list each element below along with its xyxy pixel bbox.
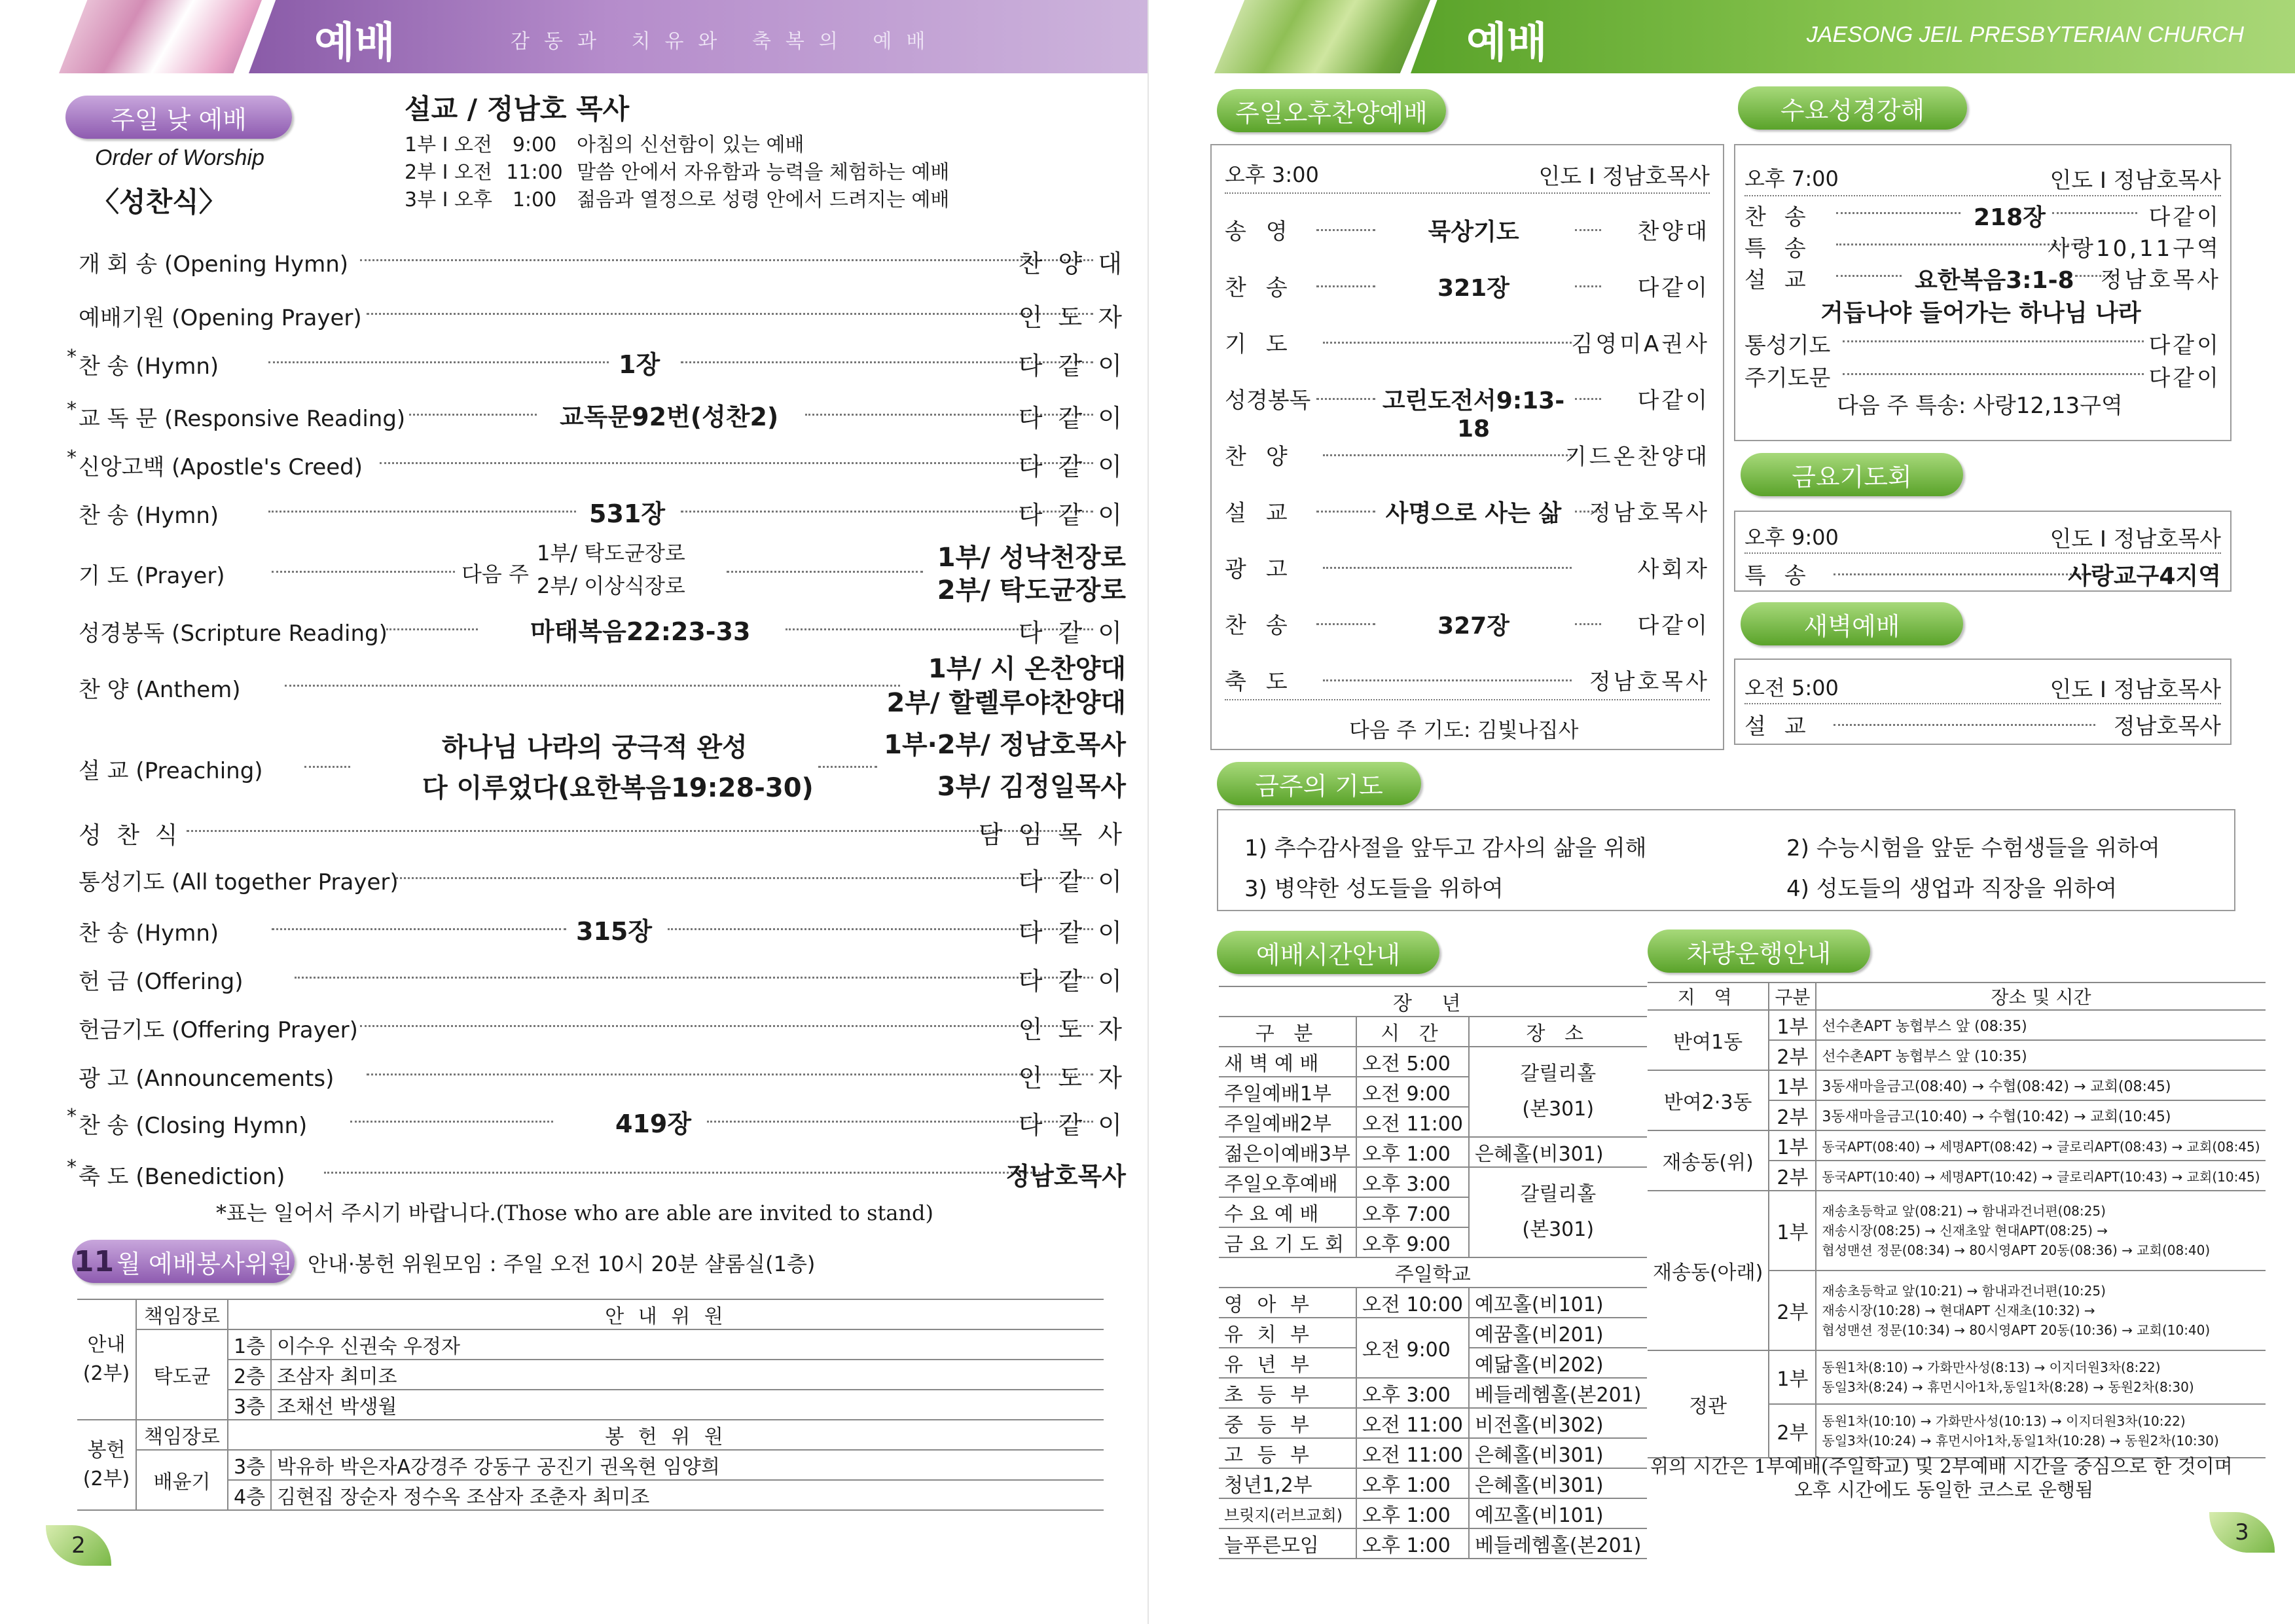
- route-cell: 3동새마을금고(08:40) → 수협(08:42) → 교회(08:45): [1816, 1070, 2265, 1100]
- floor-cell: 2층: [228, 1360, 271, 1390]
- stand-note: *표는 일어서 주시기 바랍니다.(Those who are able are invited to stand): [216, 1200, 934, 1225]
- schedule-pill: 예배시간안내: [1217, 931, 1439, 974]
- pm-row-content: 고린도전서9:13-18: [1382, 388, 1565, 442]
- dawn-pill: 새벽예배: [1741, 602, 1963, 645]
- place-header: 장 소: [1469, 1017, 1647, 1047]
- prayer-today-1: 1부/ 성낙천장로: [937, 543, 1126, 573]
- fri-label: 특송: [1744, 563, 1824, 589]
- wed-leader: 인도 I 정남호목사: [2050, 168, 2221, 194]
- order-scripture: [79, 609, 1126, 648]
- pm-row-label: 축도: [1225, 669, 1307, 695]
- order-right: 다 같 이: [1018, 404, 1126, 433]
- order-together-prayer: [79, 857, 1126, 897]
- route-cell: 동원1차(10:10) → 가화만사성(10:13) → 이지더원3차(10:22) 동일3차(10:24) → 휴먼시아1차,동일1차(10:28) → 동원2차(10:30): [1816, 1404, 2265, 1458]
- table-row: [77, 1420, 1104, 1450]
- order-label: 찬 송 (Hymn): [79, 503, 219, 529]
- svc-name: 수 요 예 배: [1219, 1197, 1356, 1227]
- svc-name: 초 등 부: [1219, 1378, 1356, 1408]
- order-right: 다 같 이: [1018, 501, 1126, 530]
- order-label: 헌 금 (Offering): [79, 969, 244, 995]
- pm-row: [1225, 200, 1710, 253]
- stand-mark: *: [67, 398, 77, 421]
- service-2: 2부 I 오전 11:00 말씀 안에서 자유함과 능력을 체험하는 예배: [405, 161, 950, 184]
- table-row: [1219, 1318, 1647, 1348]
- table-row: [1648, 1130, 2266, 1161]
- table-row: [77, 1480, 1104, 1510]
- right-page: [1148, 0, 2295, 1624]
- place-cell: 베들레헴홀(본201): [1469, 1528, 1647, 1559]
- prayer-today-2: 2부/ 탁도균장로: [937, 575, 1126, 605]
- route-cell: 선수촌APT 농협부스 앞 (08:35): [1816, 1010, 2265, 1040]
- pm-row-right: 김영미A권사: [1571, 331, 1710, 357]
- svc-time: 오전 5:00: [1356, 1047, 1469, 1077]
- svc-name: 젊은이예배3부: [1219, 1137, 1356, 1167]
- names-cell: 박유하 박은자A강경주 강동구 공진기 권옥현 임양희: [271, 1450, 1104, 1480]
- pm-time: 오후 3:00: [1225, 162, 1319, 187]
- order-right: 인 도 자: [1018, 1015, 1126, 1044]
- order-content: 교독문92번(성찬2): [560, 403, 779, 431]
- route-cell: 3동새마을금고(10:40) → 수협(10:42) → 교회(10:45): [1816, 1100, 2265, 1130]
- pm-row-content: 묵상기도: [1428, 219, 1519, 245]
- order-benediction: [67, 1152, 1126, 1191]
- stand-mark: *: [67, 1105, 77, 1128]
- fri-right: 사랑교구4지역: [2068, 563, 2221, 590]
- place-cell: 비전홀(비302): [1469, 1408, 1647, 1438]
- place-cell: 예꼬홀(비101): [1469, 1498, 1647, 1528]
- order-right: 다 같 이: [1018, 352, 1126, 380]
- dawn-right: 정남호목사: [2113, 713, 2221, 740]
- volunteer-meeting: 안내·봉헌 위원모임 : 주일 오전 10시 20분 샬롬실(1층): [308, 1252, 816, 1276]
- names-cell: 조삼자 최미조: [271, 1360, 1104, 1390]
- table-row: [1219, 1288, 1647, 1318]
- order-label: 설 교 (Preaching): [79, 758, 263, 784]
- flower-photo: [59, 0, 262, 73]
- floor-cell: 3층: [228, 1390, 271, 1420]
- scripture-content: 마태복음22:23-33: [530, 617, 751, 646]
- pm-row-right: 다같이: [1637, 275, 1710, 301]
- order-right: 다 같 이: [1018, 918, 1126, 947]
- part-cell: 2부: [1769, 1100, 1816, 1130]
- pm-row-right: 기드온찬양대: [1564, 444, 1710, 470]
- order-preaching: [79, 723, 1126, 808]
- table-row: [77, 1360, 1104, 1390]
- pm-row-label: 기도: [1225, 331, 1307, 357]
- dawn-box: [1734, 659, 2232, 745]
- prayers-pill: 금주의 기도: [1217, 762, 1421, 805]
- route-cell: 선수촌APT 농협부스 앞 (10:35): [1816, 1040, 2265, 1070]
- svc-name: 금 요 기 도 회: [1219, 1227, 1356, 1257]
- order-label: 헌금기도 (Offering Prayer): [79, 1017, 358, 1043]
- fri-time: 오후 9:00: [1744, 525, 1839, 550]
- place-cell: 은혜홀(비301): [1469, 1137, 1647, 1167]
- elder-header: 책임장로: [136, 1420, 228, 1450]
- order-label: 교 독 문 (Responsive Reading): [79, 406, 406, 432]
- table-row: [1219, 1438, 1647, 1468]
- region-header: 지 역: [1648, 983, 1769, 1010]
- route-cell: 재송초등학교 앞(10:21) → 함내과건너편(10:25) 재송시장(10:28) → 현대APT 신재초(10:32) → 협성맨션 정문(10:34) → 80시영APT 20동(10:36) → 교회(10:40): [1816, 1271, 2265, 1350]
- service-1: 1부 I 오전 9:00 아침의 신선함이 있는 예배: [405, 134, 804, 156]
- order-opening-hymn: [79, 240, 1126, 279]
- order-hymn-1: [67, 342, 1126, 381]
- svc-name: 주일예배1부: [1219, 1077, 1356, 1107]
- order-communion: [79, 810, 1126, 850]
- type-header: 구 분: [1219, 1017, 1356, 1047]
- svc-name: 주일오후예배: [1219, 1167, 1356, 1197]
- order-label: 찬 송 (Hymn): [79, 353, 219, 380]
- pm-row-label: 찬송: [1225, 275, 1307, 301]
- svc-time: 오후 1:00: [1356, 1498, 1469, 1528]
- offer-group: 봉헌 (2부): [77, 1420, 136, 1510]
- part-header: 구분: [1769, 983, 1816, 1010]
- page-number-leaf: 2: [46, 1525, 111, 1566]
- pm-row: [1225, 257, 1710, 309]
- order-right: 인 도 자: [1018, 1064, 1126, 1092]
- banner-title: 예배: [1466, 19, 1547, 67]
- region-cell: 반여2·3동: [1648, 1070, 1769, 1130]
- schedule-table: [1219, 986, 1647, 1559]
- route-cell: 동원1차(8:10) → 가화만사성(8:13) → 이지더원3차(8:22) 동일3차(8:24) → 휴먼시아1차,동일1차(8:28) → 동원2차(8:30): [1816, 1350, 2265, 1404]
- names-cell: 김현집 장순자 정수옥 조삼자 조춘자 최미조: [271, 1480, 1104, 1510]
- route-cell: 재송초등학교 앞(08:21) → 함내과건너편(08:25) 재송시장(08:25) → 신재초앞 현대APT(08:25) → 협성맨션 정문(08:34) → 80시영APT 20동(08:36) → 교회(08:40): [1816, 1191, 2265, 1271]
- table-row: [1219, 986, 1647, 1017]
- order-label: 찬 양 (Anthem): [79, 677, 241, 703]
- pm-leader: 인도 I 정남호목사: [1538, 164, 1710, 190]
- order-apostles-creed: [67, 442, 1126, 482]
- sunday-school-header: 주일학교: [1219, 1257, 1647, 1288]
- pm-row-content: 327장: [1437, 613, 1509, 640]
- table-row: [77, 1299, 1104, 1329]
- table-row: [1648, 983, 2266, 1010]
- order-label: 신앙고백 (Apostle's Creed): [79, 454, 363, 480]
- place-cell: 은혜홀(비301): [1469, 1438, 1647, 1468]
- svc-time: 오전 11:00: [1356, 1408, 1469, 1438]
- svc-time: 오전 11:00: [1356, 1438, 1469, 1468]
- svc-name: 중 등 부: [1219, 1408, 1356, 1438]
- anthem-2: 2부/ 할렐루야찬양대: [886, 688, 1126, 718]
- stand-mark: *: [67, 346, 77, 369]
- order-offering: [79, 957, 1126, 996]
- svc-time: 오후 3:00: [1356, 1167, 1469, 1197]
- floor-cell: 1층: [228, 1329, 271, 1360]
- table-row: [1219, 1378, 1647, 1408]
- svc-name: 늘푸른모임: [1219, 1528, 1356, 1559]
- table-row: [1219, 1167, 1647, 1197]
- guide-group: 안내 (2부): [77, 1299, 136, 1420]
- stand-mark: *: [67, 446, 77, 469]
- table-row: [1648, 1070, 2266, 1100]
- svc-time: 오후 1:00: [1356, 1137, 1469, 1167]
- page-number-leaf: 3: [2209, 1512, 2275, 1553]
- pm-row-right: 정남호목사: [1589, 500, 1710, 526]
- wed-row: 특송 사랑10,11구역: [1744, 236, 2221, 262]
- wed-row: 주기도문 다같이: [1744, 365, 2221, 391]
- svc-time: 오후 3:00: [1356, 1378, 1469, 1408]
- pm-row-right: 다같이: [1637, 388, 1710, 414]
- table-row: [77, 1450, 1104, 1480]
- wed-row: 통성기도 다같이: [1744, 333, 2221, 359]
- svc-time: 오후 1:00: [1356, 1528, 1469, 1559]
- wed-time: 오후 7:00: [1744, 166, 1839, 191]
- order-hymn-2: [79, 491, 1126, 530]
- order-announcements: [79, 1054, 1126, 1093]
- left-banner: [0, 0, 1148, 73]
- church-name: JAESONG JEIL PRESBYTERIAN CHURCH: [1806, 22, 2244, 47]
- svc-name: 영 아 부: [1219, 1288, 1356, 1318]
- route-cell: 동국APT(08:40) → 세명APT(08:42) → 글로리APT(08:43) → 교회(08:45): [1816, 1130, 2265, 1161]
- order-label: 성 찬 식: [79, 822, 182, 849]
- volunteers-pill: 11 월 예배봉사위원: [72, 1240, 295, 1283]
- table-row: [1219, 1017, 1647, 1047]
- region-cell: 재송동(위): [1648, 1130, 1769, 1191]
- order-right: 다 같 이: [1018, 619, 1126, 647]
- svc-time: 오전 10:00: [1356, 1288, 1469, 1318]
- sermon-header: 설교 / 정남호 목사: [405, 93, 630, 125]
- sermon-title: 하나님 나라의 궁극적 완성: [442, 732, 748, 763]
- right-banner: [1149, 0, 2295, 73]
- sermon-scripture: 다 이루었다(요한복음19:28-30): [422, 773, 814, 803]
- order-offering-prayer: [79, 1005, 1126, 1045]
- pm-row: [1225, 425, 1710, 478]
- order-right: 다 같 이: [1018, 967, 1126, 996]
- table-row: [1219, 1468, 1647, 1498]
- part-cell: 1부: [1769, 1130, 1816, 1161]
- region-cell: 정관: [1648, 1350, 1769, 1458]
- offer-elder: 배윤기: [136, 1450, 228, 1510]
- order-label: 개 회 송 (Opening Hymn): [79, 251, 349, 278]
- elder-header: 책임장로: [136, 1299, 228, 1329]
- banner-subtitle: 감동과 치유와 축복의 예배: [511, 30, 940, 53]
- part-cell: 2부: [1769, 1161, 1816, 1191]
- wed-row: 설교 요한복음3:1-8 정남호목사: [1744, 267, 2221, 294]
- wednesday-box: [1734, 144, 2232, 441]
- table-row: [1648, 1010, 2266, 1040]
- order-right: 다 같 이: [1018, 867, 1126, 896]
- route-header: 장소 및 시간: [1816, 983, 2265, 1010]
- order-right: 찬 양 대: [1018, 249, 1126, 278]
- table-row: [77, 1390, 1104, 1420]
- prayers-box: [1217, 809, 2235, 911]
- pm-row: [1225, 313, 1710, 365]
- wed-next: 다음 주 특송: 사랑12,13구역: [1837, 393, 2123, 419]
- time-header: 시 간: [1356, 1017, 1469, 1047]
- svc-name: 고 등 부: [1219, 1438, 1356, 1468]
- order-closing-hymn: [67, 1101, 1126, 1140]
- prayer-next-2: 2부/ 이상식장로: [537, 573, 685, 598]
- leaf-photo: [1214, 0, 1430, 73]
- wed-row: 찬송 218장 다같이: [1744, 204, 2221, 231]
- pm-row-label: 성경봉독: [1225, 388, 1311, 414]
- order-label: 찬 송 (Hymn): [79, 920, 219, 947]
- prayer-item: 2) 수능시험을 앞둔 수험생들을 위하여: [1786, 835, 2160, 861]
- order-label: 축 도 (Benediction): [79, 1164, 285, 1190]
- order-hymn-3: [79, 909, 1126, 948]
- order-right: 다 같 이: [1018, 1111, 1126, 1140]
- offer-header: 봉 헌 위 원: [228, 1420, 1104, 1450]
- prayer-next-week: 다음 주: [461, 562, 529, 586]
- order-of-worship-label: Order of Worship: [95, 145, 264, 170]
- svc-name: 새 벽 예 배: [1219, 1047, 1356, 1077]
- pm-row-label: 찬송: [1225, 613, 1307, 639]
- svc-name: 브릿지(러브교회): [1219, 1498, 1356, 1528]
- pm-row: [1225, 538, 1710, 590]
- fri-leader: 인도 I 정남호목사: [2050, 526, 2221, 552]
- bus-note: 위의 시간은 1부예배(주일학교) 및 2부예배 시간을 중심으로 한 것이며: [1650, 1455, 2233, 1477]
- place-cell: 베들레헴홀(본201): [1469, 1378, 1647, 1408]
- svc-name: 청년1,2부: [1219, 1468, 1356, 1498]
- order-label: 예배기원 (Opening Prayer): [79, 305, 362, 331]
- pm-row-content: 사명으로 사는 삶: [1385, 500, 1562, 527]
- place-cell: 예꼬홀(비101): [1469, 1288, 1647, 1318]
- place-cell: 갈릴리홀 (본301): [1469, 1047, 1647, 1137]
- pm-row: [1225, 594, 1710, 647]
- pm-next-prayer: 다음 주 기도: 김빛나집사: [1349, 717, 1579, 742]
- order-content: 315장: [576, 917, 653, 946]
- friday-pill: 금요기도회: [1741, 453, 1963, 496]
- pm-row-label: 찬양: [1225, 444, 1307, 470]
- svc-time: 오전 11:00: [1356, 1107, 1469, 1137]
- prayer-item: 1) 추수감사절을 앞두고 감사의 삶을 위해: [1244, 835, 1647, 861]
- floor-cell: 3층: [228, 1450, 271, 1480]
- part-cell: 1부: [1769, 1070, 1816, 1100]
- sunday-pm-pill: 주일오후찬양예배: [1217, 89, 1446, 132]
- prayer-next-1: 1부/ 탁도균장로: [537, 541, 685, 566]
- names-cell: 이수우 신권숙 우정자: [271, 1329, 1104, 1360]
- table-row: [1219, 1528, 1647, 1559]
- pm-row: [1225, 482, 1710, 534]
- table-row: [1219, 1408, 1647, 1438]
- guide-header: 안 내 위 원: [228, 1299, 1104, 1329]
- pm-row: [1225, 651, 1710, 703]
- pm-row-content: 321장: [1437, 275, 1509, 302]
- dawn-label: 설교: [1744, 713, 1824, 740]
- svc-name: 주일예배2부: [1219, 1107, 1356, 1137]
- order-label: 찬 송 (Closing Hymn): [79, 1113, 308, 1139]
- table-row: [1219, 1047, 1647, 1077]
- place-cell: 은혜홀(비301): [1469, 1468, 1647, 1498]
- names-cell: 조채선 박생월: [271, 1390, 1104, 1420]
- svc-name: 유 년 부: [1219, 1348, 1356, 1378]
- order-right: 다 같 이: [1018, 452, 1126, 481]
- pm-row-right: 사회자: [1637, 556, 1710, 583]
- order-content: 419장: [615, 1110, 692, 1138]
- region-cell: 재송동(아래): [1648, 1191, 1769, 1350]
- dawn-time: 오전 5:00: [1744, 676, 1839, 700]
- friday-box: [1734, 511, 2232, 592]
- banner-title: 예배: [314, 19, 395, 67]
- order-right: 인 도 자: [1018, 303, 1126, 332]
- order-label: 기 도 (Prayer): [79, 563, 225, 589]
- table-row: [1219, 1257, 1647, 1288]
- order-anthem: [79, 648, 1126, 720]
- svc-time: 오전 9:00: [1356, 1077, 1469, 1107]
- wed-sermon: 거듭나야 들어가는 하나님 나라: [1820, 300, 2141, 327]
- guide-elder: 탁도균: [136, 1329, 228, 1420]
- order-content: 531장: [589, 499, 666, 528]
- part-cell: 2부: [1769, 1040, 1816, 1070]
- part-cell: 1부: [1769, 1350, 1816, 1404]
- prayer-item: 3) 병약한 성도들을 위하여: [1244, 876, 1504, 902]
- table-row: [1219, 1498, 1647, 1528]
- svc-time: 오전 9:00: [1356, 1318, 1469, 1378]
- dawn-leader: 인도 I 정남호목사: [2050, 677, 2221, 703]
- order-responsive-reading: [67, 394, 1126, 433]
- svc-time: 오후 9:00: [1356, 1227, 1469, 1257]
- preacher-2: 3부/ 김정일목사: [937, 772, 1126, 802]
- part-cell: 2부: [1769, 1404, 1816, 1458]
- part-cell: 1부: [1769, 1010, 1816, 1040]
- part-cell: 2부: [1769, 1271, 1816, 1350]
- preacher-1: 1부·2부/ 정남호목사: [884, 730, 1126, 760]
- order-opening-prayer: [79, 293, 1126, 333]
- svc-name: 유 치 부: [1219, 1318, 1356, 1348]
- pm-row: [1225, 369, 1710, 442]
- route-cell: 동국APT(10:40) → 세명APT(10:42) → 글로리APT(10:43) → 교회(10:45): [1816, 1161, 2265, 1191]
- table-row: [1219, 1137, 1647, 1167]
- pm-row-label: 설교: [1225, 500, 1307, 526]
- order-right: 담 임 목 사: [978, 820, 1126, 849]
- pm-row-right: 찬양대: [1637, 219, 1710, 245]
- place-cell: 갈릴리홀 (본301): [1469, 1167, 1647, 1257]
- order-content: 1장: [619, 350, 660, 379]
- order-prayer: [79, 537, 1126, 609]
- floor-cell: 4층: [228, 1480, 271, 1510]
- pm-row-right: 정남호목사: [1589, 669, 1710, 695]
- volunteers-table: [77, 1299, 1104, 1511]
- bus-pill: 차량운행안내: [1648, 929, 1870, 973]
- adult-header: 장 년: [1219, 986, 1647, 1017]
- bus-table: [1648, 982, 2266, 1458]
- svc-time: 오후 1:00: [1356, 1468, 1469, 1498]
- sunday-worship-pill: 주일 낮 예배: [65, 96, 292, 139]
- bus-note: 오후 시간에도 동일한 코스로 운행됨: [1794, 1479, 2094, 1501]
- anthem-1: 1부/ 시 온찬양대: [928, 654, 1126, 684]
- prayer-item: 4) 성도들의 생업과 직장을 위하여: [1786, 876, 2118, 902]
- order-label: 성경봉독 (Scripture Reading): [79, 621, 388, 647]
- svc-time: 오후 7:00: [1356, 1197, 1469, 1227]
- pm-row-right: 다같이: [1637, 613, 1710, 639]
- sunday-pm-box: [1210, 144, 1724, 750]
- place-cell: 예닮홀(비202): [1469, 1348, 1647, 1378]
- stand-mark: *: [67, 1156, 77, 1179]
- pm-row-label: 광고: [1225, 556, 1307, 583]
- table-row: [77, 1329, 1104, 1360]
- service-3: 3부 I 오후 1:00 젊음과 열정으로 성령 안에서 드려지는 예배: [405, 189, 950, 211]
- place-cell: 예꿈홀(비201): [1469, 1318, 1647, 1348]
- order-right: 정남호목사: [1005, 1162, 1126, 1191]
- region-cell: 반여1동: [1648, 1010, 1769, 1070]
- order-label: 통성기도 (All together Prayer): [79, 869, 399, 895]
- table-row: [1648, 1191, 2266, 1271]
- pm-row-label: 송영: [1225, 219, 1307, 245]
- part-cell: 1부: [1769, 1191, 1816, 1271]
- wednesday-pill: 수요성경강해: [1738, 86, 1967, 130]
- order-label: 광 고 (Announcements): [79, 1066, 334, 1092]
- table-row: [1648, 1350, 2266, 1404]
- communion-label: 〈성찬식〉: [92, 186, 226, 218]
